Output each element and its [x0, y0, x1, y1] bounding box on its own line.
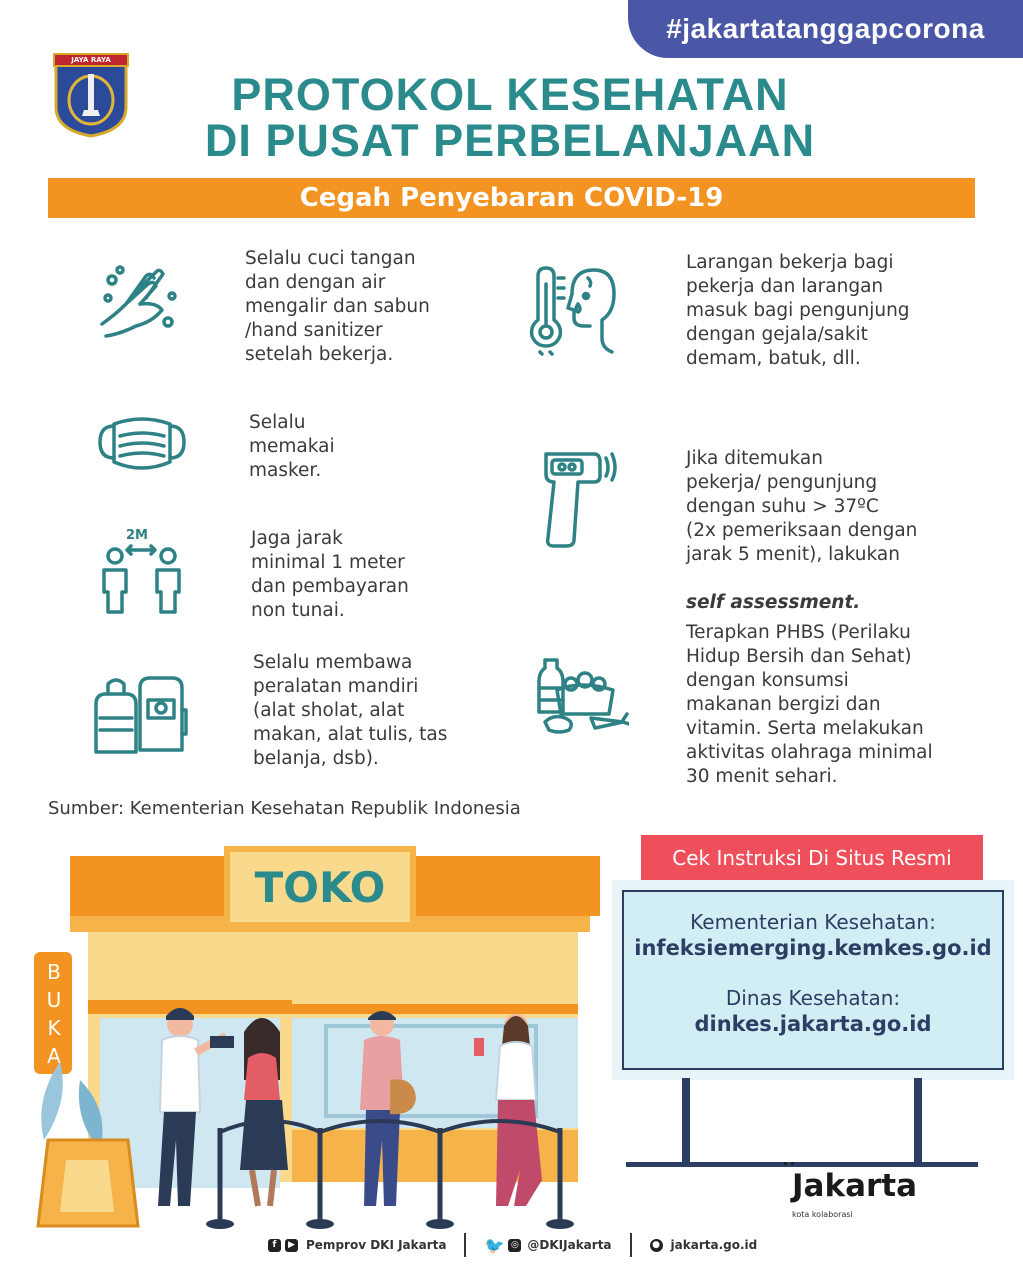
- footer-twitter-label[interactable]: @DKIJakarta: [527, 1238, 612, 1252]
- thermometer-gun-icon: [540, 448, 620, 552]
- footer-divider: [464, 1233, 466, 1257]
- footer-divider: [630, 1233, 632, 1257]
- brand-tagline: kota kolaborasi: [792, 1210, 853, 1219]
- twitter-icon[interactable]: 🐦: [484, 1235, 505, 1255]
- board-label-dinas: Dinas Kesehatan:: [725, 986, 901, 1010]
- bags-icon: [92, 670, 188, 760]
- healthy-food-icon: [535, 652, 629, 738]
- footer: [268, 1230, 757, 1260]
- healthy-food-text: Terapkan PHBS (Perilaku Hidup Bersih dan Sehat) dengan konsumsi makanan bergizi dan vitamin. Serta melakukan aktivitas olahraga minimal 30 menit sehari.: [686, 622, 933, 787]
- open-sign-text: BUKA: [46, 960, 62, 1068]
- title-line-2: DI PUSAT PERBELANJAAN: [204, 115, 816, 166]
- mask-icon: [96, 412, 188, 478]
- website-icon[interactable]: ●: [650, 1239, 663, 1252]
- subtitle-text: Cegah Penyebaran COVID-19: [299, 183, 724, 213]
- store-sign-text: TOKO: [254, 862, 386, 912]
- footer-website-label[interactable]: jakarta.go.id: [670, 1238, 758, 1252]
- thermometer-text: [686, 423, 917, 615]
- facebook-icon[interactable]: f: [268, 1239, 281, 1252]
- board-post-left: [682, 1078, 690, 1164]
- store-sign: [224, 846, 416, 928]
- distance-label: 2M: [126, 528, 148, 543]
- subtitle-banner: [48, 178, 975, 218]
- check-official-text: Cek Instruksi Di Situs Resmi: [672, 846, 952, 870]
- distance-text: Jaga jarak minimal 1 meter dan pembayaran non tunai.: [251, 528, 409, 621]
- fever-icon: [528, 264, 620, 360]
- dinas-url-link[interactable]: dinkes.jakarta.go.id: [694, 1012, 932, 1036]
- open-sign: [36, 958, 72, 1070]
- ministry-url-link[interactable]: infeksiemerging.kemkes.go.id: [634, 936, 992, 960]
- board-inner: [622, 890, 1004, 1070]
- footer-facebook-label[interactable]: Pemprov DKI Jakarta: [306, 1238, 447, 1252]
- source-text: Sumber: Kementerian Kesehatan Republik Indonesia: [48, 798, 521, 819]
- jakarta-brand: [784, 1160, 944, 1224]
- hashtag-banner: [628, 0, 1023, 58]
- check-official-site-label: [641, 835, 983, 885]
- bags-text: Selalu membawa peralatan mandiri (alat sholat, alat makan, alat tulis, tas belanja, dsb).: [253, 652, 448, 769]
- instagram-icon[interactable]: ◎: [508, 1239, 521, 1252]
- youtube-icon[interactable]: ▶: [285, 1239, 298, 1252]
- distance-icon: [98, 528, 186, 622]
- board-post-right: [914, 1078, 922, 1164]
- handwash-icon: [96, 262, 184, 346]
- handwash-text: Selalu cuci tangan dan dengan air mengalir dan sabun /hand sanitizer setelah bekerja.: [245, 248, 430, 365]
- thermometer-main-text: Jika ditemukan pekerja/ pengunjung dengan suhu > 37ºC (2x pemeriksaan dengan jarak 5 menit), lakukan: [686, 448, 918, 565]
- logo-banner-text: JAYA RAYA: [71, 56, 111, 64]
- fever-text: Larangan bekerja bagi pekerja dan larangan masuk bagi pengunjung dengan gejala/sakit demam, batuk, dll.: [686, 252, 910, 369]
- mask-text: Selalu memakai masker.: [249, 412, 335, 481]
- title-line-1: PROTOKOL KESEHATAN: [231, 69, 789, 120]
- board-label-ministry: Kementerian Kesehatan:: [690, 910, 936, 934]
- brand-name: Jakarta: [792, 1168, 918, 1204]
- thermometer-italic-text: self assessment.: [686, 592, 861, 613]
- official-sites-board: [612, 880, 1014, 1080]
- page-title: [150, 69, 870, 166]
- jakarta-logo: [52, 52, 130, 138]
- hashtag-text: #jakartatanggapcorona: [666, 13, 985, 44]
